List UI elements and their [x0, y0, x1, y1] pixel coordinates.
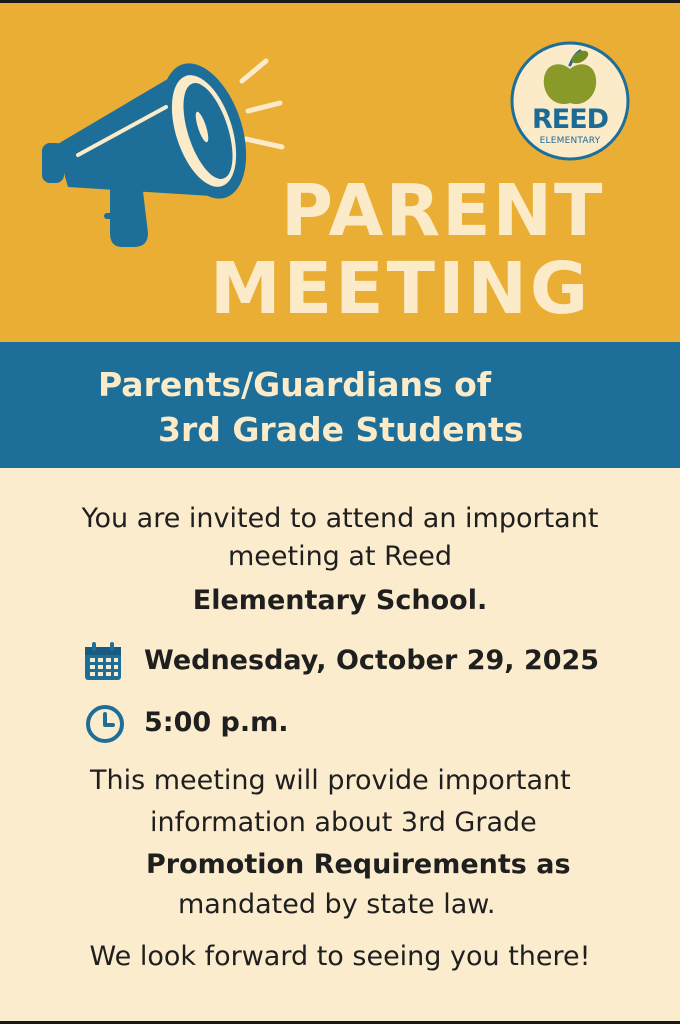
invitation-line-2: meeting at Reed — [227, 541, 453, 572]
info-line-1: This meeting will provide important — [90, 765, 571, 796]
closing-line: We look forward to seeing you there! — [89, 941, 591, 972]
header-band — [0, 3, 680, 342]
calendar-icon — [82, 641, 124, 683]
info-line-3: Promotion Requirements as — [146, 849, 571, 880]
invitation-line-1: You are invited to attend an important — [81, 503, 599, 534]
audience-band — [0, 342, 680, 468]
logo-name: REED — [531, 104, 609, 135]
school-logo — [510, 41, 630, 161]
audience-line-2: 3rd Grade Students — [158, 410, 524, 449]
clock-icon — [84, 703, 126, 745]
logo-subtitle: ELEMENTARY — [539, 136, 601, 146]
audience-line-1: Parents/Guardians of — [98, 365, 492, 404]
info-line-2: information about 3rd Grade — [150, 807, 537, 838]
flyer — [0, 3, 680, 1021]
title-line-2: MEETING — [210, 247, 592, 330]
meeting-date: Wednesday, October 29, 2025 — [144, 645, 600, 676]
info-line-4: mandated by state law. — [178, 889, 496, 920]
megaphone-icon — [38, 47, 288, 252]
title-line-1: PARENT — [281, 169, 605, 252]
meeting-time: 5:00 p.m. — [144, 707, 289, 738]
invitation-line-3: Elementary School. — [192, 585, 488, 616]
